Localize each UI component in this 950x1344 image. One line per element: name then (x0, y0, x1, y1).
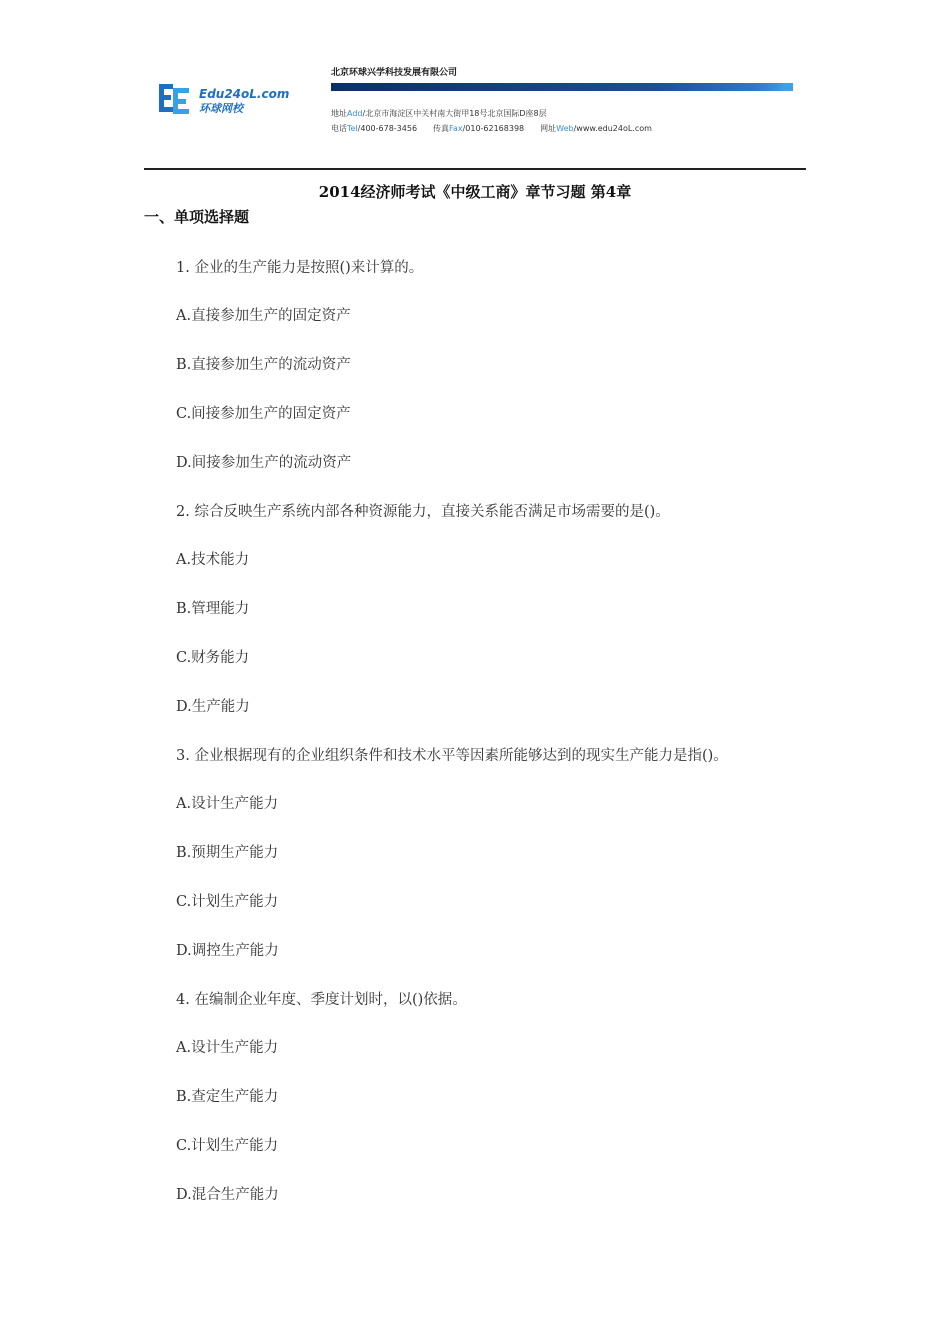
fax-label-en: Fax (449, 124, 463, 133)
logo-text-cn: 环球网校 (199, 102, 243, 115)
question-2: 2. 综合反映生产系统内部各种资源能力，直接关系能否满足市场需要的是()。 (176, 504, 670, 520)
question-4: 4. 在编制企业年度、季度计划时，以()依据。 (176, 992, 467, 1008)
q3-option-a: A.设计生产能力 (176, 796, 279, 812)
header-divider (144, 168, 806, 170)
address-value: /北京市海淀区中关村南大街甲18号北京国际D座8层 (362, 109, 547, 118)
q1-option-d: D.间接参加生产的流动资产 (176, 455, 352, 471)
q2-option-a: A.技术能力 (176, 552, 250, 568)
q4-option-c: C.计划生产能力 (176, 1138, 279, 1154)
document-title: 2014经济师考试《中级工商》章节习题 第4章 (318, 183, 632, 201)
header-bar-tip (783, 83, 793, 91)
q3-option-c: C.计划生产能力 (176, 894, 279, 910)
contact-line (331, 123, 652, 134)
company-name: 北京环球兴学科技发展有限公司 (331, 68, 458, 78)
web-label: 网址 (540, 124, 557, 133)
q3-option-d: D.调控生产能力 (176, 943, 279, 959)
address-label-en: Add (347, 109, 363, 118)
address-line (331, 108, 547, 119)
address-label: 地址 (331, 109, 347, 118)
tel-label-en: Tel (347, 124, 358, 133)
company-logo (155, 78, 290, 120)
question-1: 1. 企业的生产能力是按照()来计算的。 (176, 260, 424, 276)
question-3: 3. 企业根据现有的企业组织条件和技术水平等因素所能够达到的现实生产能力是指()。 (176, 748, 728, 764)
q1-option-b: B.直接参加生产的流动资产 (176, 357, 351, 373)
edu24ol-logo-icon (155, 78, 195, 118)
q2-option-c: C.财务能力 (176, 650, 250, 666)
q2-option-b: B.管理能力 (176, 601, 250, 617)
web-value: /www.edu24oL.com (573, 124, 652, 133)
header-color-bar (331, 83, 793, 91)
q1-option-c: C.间接参加生产的固定资产 (176, 406, 351, 422)
logo-text-en: Edu24oL.com (199, 87, 290, 101)
q4-option-a: A.设计生产能力 (176, 1040, 279, 1056)
section-heading: 一、单项选择题 (144, 208, 250, 226)
fax-label: 传真 (433, 124, 450, 133)
q4-option-b: B.查定生产能力 (176, 1089, 279, 1105)
web-label-en: Web (556, 124, 574, 133)
q4-option-d: D.混合生产能力 (176, 1187, 279, 1203)
q1-option-a: A.直接参加生产的固定资产 (176, 308, 351, 324)
q3-option-b: B.预期生产能力 (176, 845, 279, 861)
q2-option-d: D.生产能力 (176, 699, 250, 715)
tel-label: 电话 (331, 124, 347, 133)
fax-value: /010-62168398 (462, 124, 525, 133)
tel-value: /400-678-3456 (357, 124, 418, 133)
